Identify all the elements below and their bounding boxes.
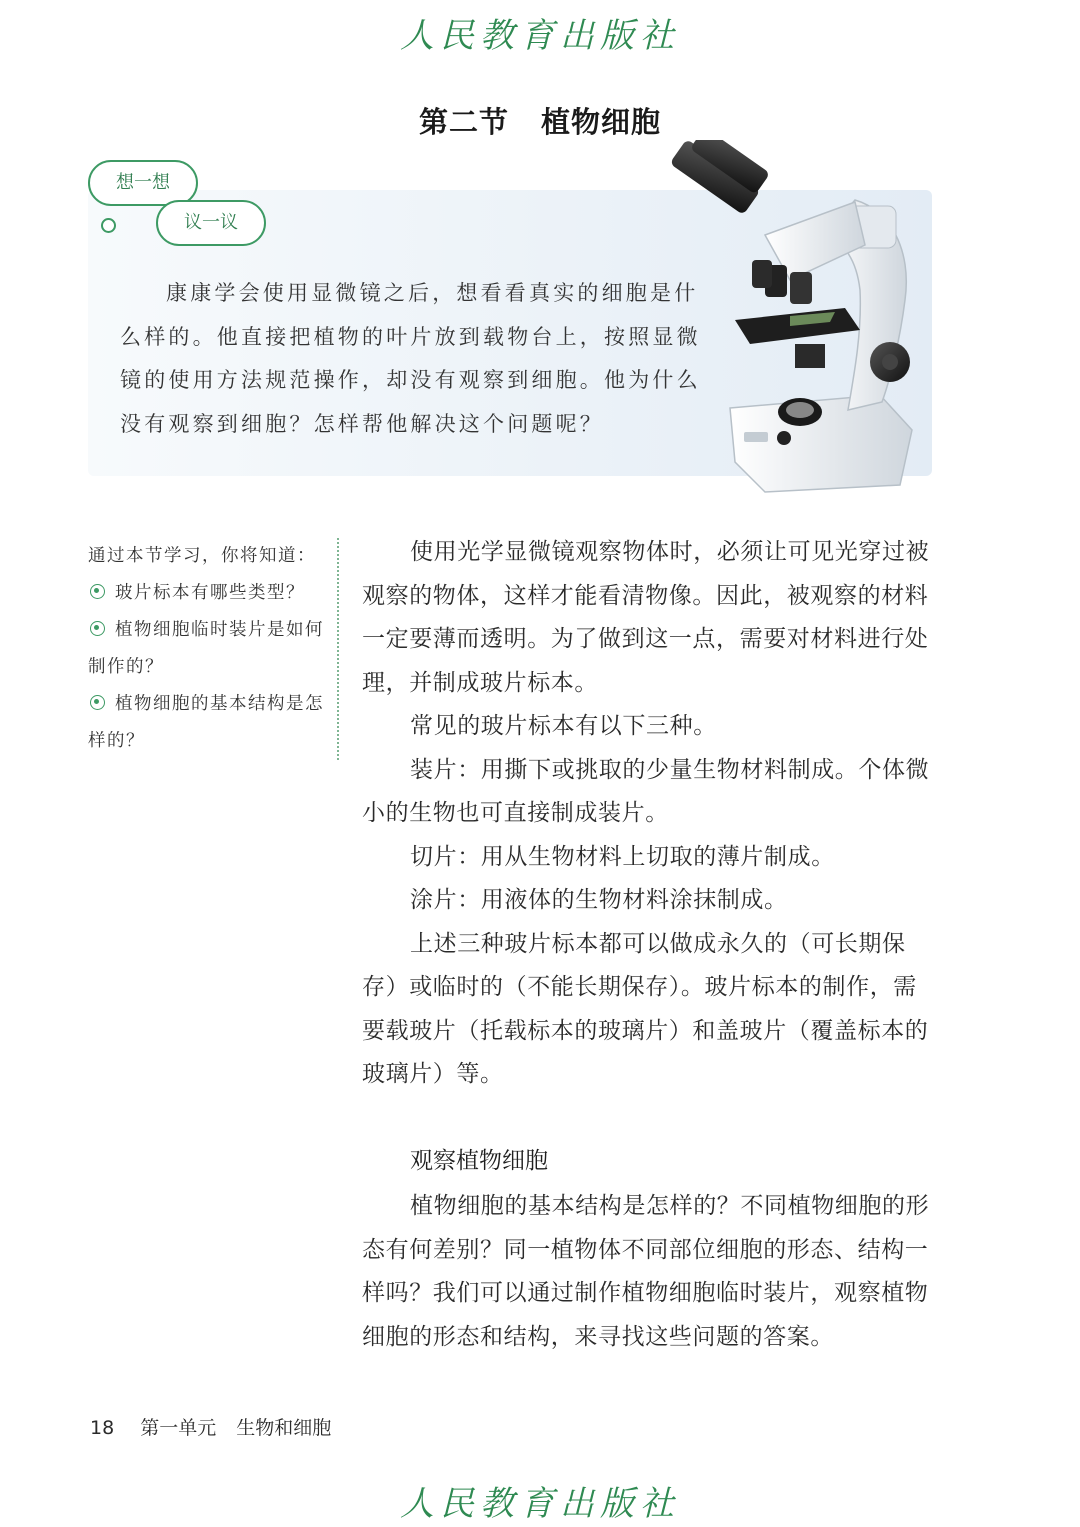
- page-footer: [90, 1413, 331, 1440]
- think-bubble: 想一想: [88, 160, 198, 206]
- section-title: [0, 100, 1080, 141]
- objective-item: 植物细胞的基本结构是怎样的？: [88, 694, 324, 751]
- discuss-bubble: 议一议: [156, 200, 266, 246]
- body-paragraph: 常见的玻片标本有以下三种。: [410, 713, 717, 739]
- unit-title: 生物和细胞: [236, 1417, 332, 1439]
- observe-body: [362, 1185, 934, 1359]
- observe-heading: 观察植物细胞: [410, 1148, 548, 1174]
- bullet-icon: [90, 621, 105, 636]
- page-number: 18: [90, 1417, 115, 1439]
- scenario-text: 康康学会使用显微镜之后，想看看真实的细胞是什么样的。他直接把植物的叶片放到载物台上，按照显微镜的使用方法规范操作，却没有观察到细胞。他为什么没有观察到细胞？怎样帮他解决这个问题呢？: [120, 281, 701, 436]
- learning-objectives: [88, 538, 338, 760]
- body-paragraph: 切片：用从生物材料上切取的薄片制成。: [410, 843, 835, 870]
- body-paragraph: 植物细胞的基本结构是怎样的？不同植物细胞的形态有何差别？同一植物体不同部位细胞的形态、结构一样吗？我们可以通过制作植物细胞临时装片，观察植物细胞的形态和结构，来寻找这些问题的答案。: [362, 1193, 930, 1350]
- objectives-divider: [337, 538, 339, 760]
- objectives-intro: 通过本节学习，你将知道：: [88, 546, 316, 566]
- body-paragraph: 使用光学显微镜观察物体时，必须让可见光穿过被观察的物体，这样才能看清物像。因此，被观察的材料一定要薄而透明。为了做到这一点，需要对材料进行处理，并制成玻片标本。: [362, 539, 930, 696]
- body-paragraph: 涂片：用液体的生物材料涂抹制成。: [410, 887, 788, 913]
- section-number: 第二节: [418, 105, 509, 139]
- objective-item: 植物细胞临时装片是如何制作的？: [88, 620, 324, 677]
- section-name: 植物细胞: [541, 105, 662, 139]
- microscope-illustration: [650, 140, 940, 500]
- body-paragraph: 上述三种玻片标本都可以做成永久的（可长期保存）或临时的（不能长期保存）。玻片标本的制作，需要载玻片（托载标本的玻璃片）和盖玻片（覆盖标本的玻璃片）等。: [362, 930, 929, 1087]
- body-paragraph: 装片：用撕下或挑取的少量生物材料制成。个体微小的生物也可直接制成装片。: [362, 756, 930, 826]
- objective-item: 玻片标本有哪些类型？: [88, 575, 338, 612]
- unit-label: 第一单元: [140, 1417, 217, 1439]
- publisher-logo-bottom: 人民教育出版社: [400, 1484, 680, 1524]
- thought-bubble-dot: [101, 218, 116, 233]
- bullet-icon: [90, 695, 105, 710]
- main-body: [362, 531, 934, 1097]
- bullet-icon: [90, 584, 105, 599]
- publisher-logo-top: 人民教育出版社: [400, 16, 680, 56]
